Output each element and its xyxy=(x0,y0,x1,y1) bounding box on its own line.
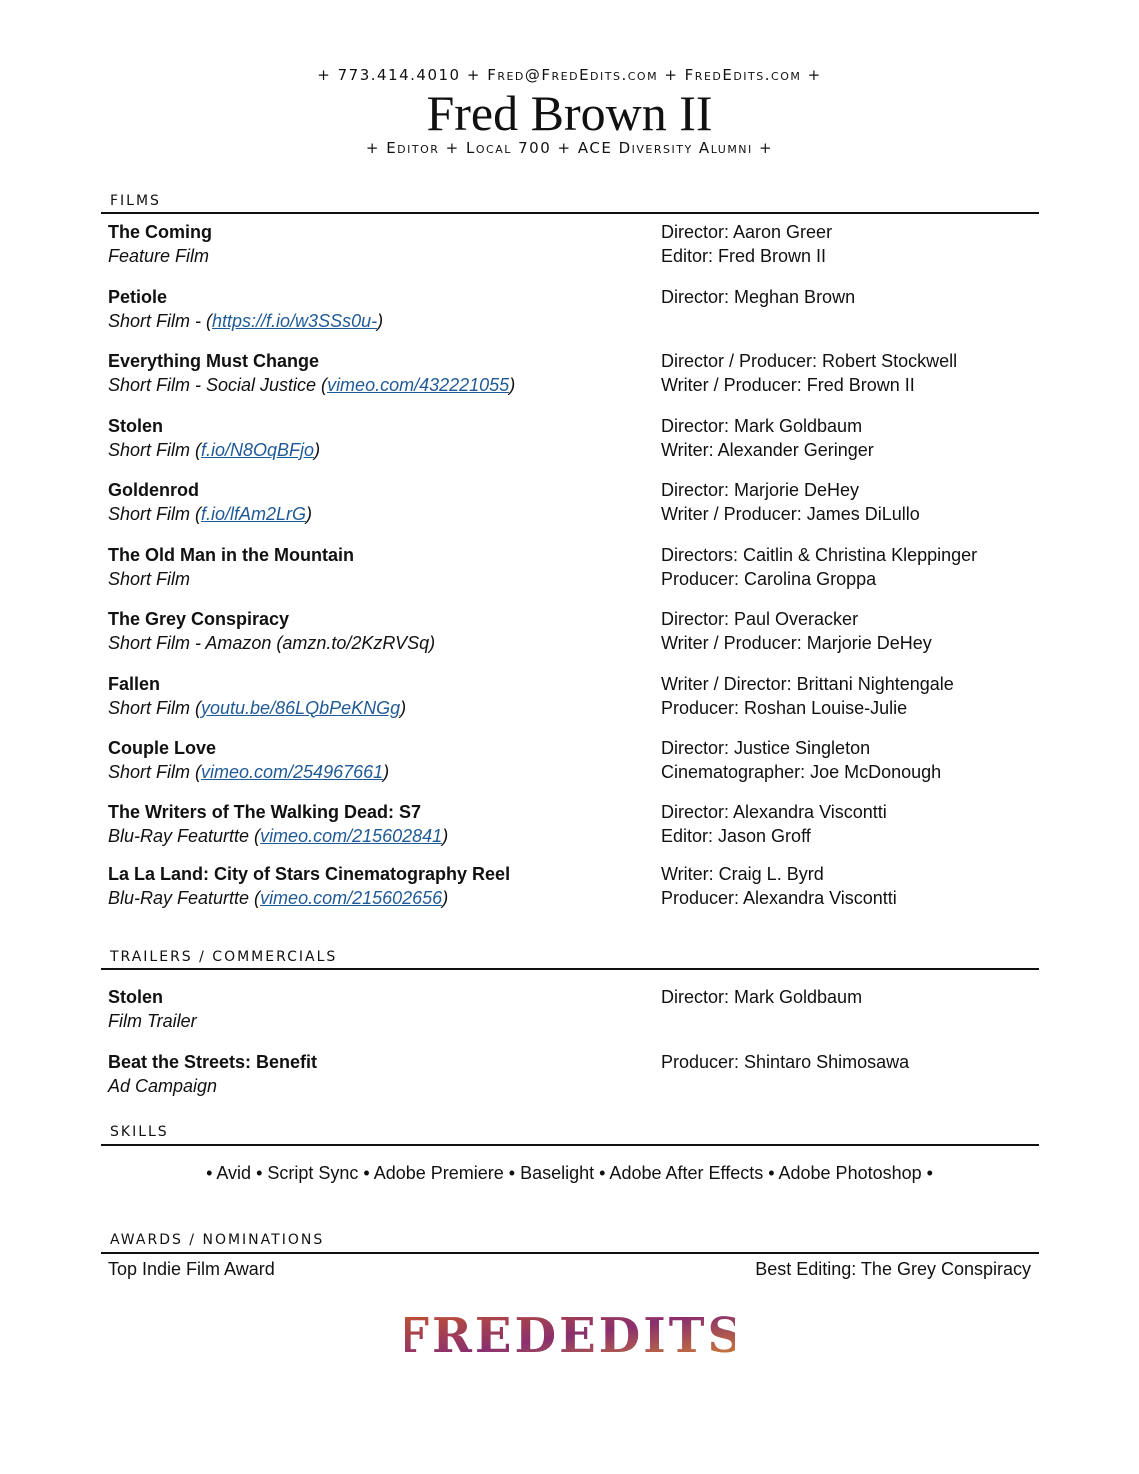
project-link[interactable]: vimeo.com/215602656 xyxy=(260,888,443,908)
project-type: Short Film (vimeo.com/254967661) xyxy=(108,762,390,782)
credit-line: Director: Marjorie DeHey xyxy=(661,480,860,500)
project-title: Everything Must Change xyxy=(108,351,320,371)
fredits-logo xyxy=(0,1306,1139,1367)
project-title: The Old Man in the Mountain xyxy=(108,544,354,565)
credit-line: Director: Paul Overacker xyxy=(661,609,859,629)
credit-line: Director: Justice Singleton xyxy=(661,738,871,758)
project-link[interactable]: youtu.be/86LQbPeKNGg xyxy=(201,697,401,718)
project-type: Short Film (f.io/N8OqBFjo) xyxy=(108,439,321,460)
award-name: Top Indie Film Award xyxy=(108,1259,275,1279)
project-link[interactable]: vimeo.com/254967661 xyxy=(201,762,384,782)
project-type: Film Trailer xyxy=(108,1011,197,1031)
project-type: Short Film (f.io/lfAm2LrG) xyxy=(108,504,313,524)
credit-line: Writer / Director: Brittani Nightengale xyxy=(661,673,954,694)
section-rule xyxy=(101,1144,1039,1146)
project-credits xyxy=(661,862,1041,910)
tagline: + Editor + Local 700 + ACE Diversity Alumni + xyxy=(365,139,774,157)
credit-line: Cinematographer: Joe McDonough xyxy=(661,762,942,782)
project-credits xyxy=(661,220,1041,268)
credit-line: Director: Meghan Brown xyxy=(661,286,856,307)
project-link[interactable]: vimeo.com/215602841 xyxy=(260,826,443,846)
section-rule xyxy=(101,1252,1039,1254)
project-info xyxy=(108,1050,653,1098)
credit-line: Writer / Producer: Fred Brown II xyxy=(661,375,915,395)
project-credits xyxy=(661,985,1041,1009)
project-type: Feature Film xyxy=(108,246,210,266)
project-credits xyxy=(661,285,1041,309)
credit-line: Editor: Jason Groff xyxy=(661,826,811,846)
project-credits xyxy=(661,1050,1041,1074)
credit-line: Director: Alexandra Viscontti xyxy=(661,802,887,822)
project-type: Short Film xyxy=(108,568,191,589)
project-title: The Coming xyxy=(108,222,212,242)
project-title: The Grey Conspiracy xyxy=(108,609,290,629)
project-credits xyxy=(661,414,1041,462)
credit-line: Director: Mark Goldbaum xyxy=(661,415,863,436)
project-info xyxy=(108,220,653,268)
credit-line: Directors: Caitlin & Christina Kleppinger xyxy=(661,544,978,565)
project-title: Couple Love xyxy=(108,738,217,758)
section-heading-awards: AWARDS / NOMINATIONS xyxy=(110,1232,325,1248)
skills-list: • Avid • Script Sync • Adobe Premiere • Baselight • Adobe After Effects • Adobe Photoshop • xyxy=(206,1163,933,1183)
credit-line: Writer / Producer: James DiLullo xyxy=(661,504,920,524)
project-info xyxy=(108,736,653,784)
project-credits xyxy=(661,478,1041,526)
project-type: Short Film - Amazon (amzn.to/2KzRVSq) xyxy=(108,633,436,653)
project-link[interactable]: f.io/lfAm2LrG xyxy=(201,504,307,524)
project-type: Ad Campaign xyxy=(108,1075,218,1096)
project-credits xyxy=(661,349,1041,397)
project-info xyxy=(108,985,653,1033)
project-info xyxy=(108,862,653,910)
project-link[interactable]: vimeo.com/432221055 xyxy=(327,375,510,395)
credit-line: Producer: Shintaro Shimosawa xyxy=(661,1051,910,1072)
credit-line: Writer: Alexander Geringer xyxy=(661,439,874,460)
project-credits xyxy=(661,800,1041,848)
credit-line: Editor: Fred Brown II xyxy=(661,246,827,266)
section-heading-skills: SKILLS xyxy=(110,1124,169,1140)
section-heading-films: FILMS xyxy=(110,193,161,209)
contact-line: + 773.414.4010 + Fred@FredEdits.com + FredEdits.com + xyxy=(317,66,822,84)
project-title: Stolen xyxy=(108,987,164,1007)
credit-line: Writer: Craig L. Byrd xyxy=(661,864,824,884)
project-title: Goldenrod xyxy=(108,480,199,500)
project-title: The Writers of The Walking Dead: S7 xyxy=(108,802,422,822)
project-type: Short Film - Social Justice (vimeo.com/432221055) xyxy=(108,375,516,395)
section-rule xyxy=(101,212,1039,214)
project-info xyxy=(108,543,653,591)
credit-line: Producer: Carolina Groppa xyxy=(661,568,877,589)
project-credits xyxy=(661,607,1041,655)
project-type: Short Film (youtu.be/86LQbPeKNGg) xyxy=(108,697,407,718)
award-category: Best Editing: The Grey Conspiracy xyxy=(755,1259,1031,1279)
project-info xyxy=(108,414,653,462)
project-type: Short Film - (https://f.io/w3SSs0u-) xyxy=(108,310,384,331)
project-title: Beat the Streets: Benefit xyxy=(108,1051,318,1072)
project-info xyxy=(108,800,653,848)
project-info xyxy=(108,349,653,397)
credit-line: Writer / Producer: Marjorie DeHey xyxy=(661,633,932,653)
project-info xyxy=(108,285,653,333)
project-info xyxy=(108,672,653,720)
project-title: Stolen xyxy=(108,415,164,436)
logo-text: FREDEDITS xyxy=(404,1308,735,1362)
section-rule xyxy=(101,968,1039,970)
project-title: La La Land: City of Stars Cinematography Reel xyxy=(108,864,511,884)
project-credits xyxy=(661,736,1041,784)
logo-graphic xyxy=(405,1306,735,1362)
credit-line: Producer: Roshan Louise-Julie xyxy=(661,697,908,718)
project-title: Fallen xyxy=(108,673,161,694)
project-type: Blu-Ray Featurtte (vimeo.com/215602841) xyxy=(108,826,449,846)
project-credits xyxy=(661,543,1041,591)
section-heading-trailers: TRAILERS / COMMERCIALS xyxy=(110,949,338,965)
project-link[interactable]: f.io/N8OqBFjo xyxy=(201,439,315,460)
candidate-name: Fred Brown II xyxy=(426,85,713,141)
project-info xyxy=(108,607,653,655)
project-title: Petiole xyxy=(108,286,168,307)
credit-line: Producer: Alexandra Viscontti xyxy=(661,888,897,908)
credit-line: Director / Producer: Robert Stockwell xyxy=(661,351,958,371)
credit-line: Director: Mark Goldbaum xyxy=(661,987,863,1007)
project-link[interactable]: https://f.io/w3SSs0u- xyxy=(212,310,378,331)
credit-line: Director: Aaron Greer xyxy=(661,222,833,242)
project-info xyxy=(108,478,653,526)
project-type: Blu-Ray Featurtte (vimeo.com/215602656) xyxy=(108,888,449,908)
project-credits xyxy=(661,672,1041,720)
